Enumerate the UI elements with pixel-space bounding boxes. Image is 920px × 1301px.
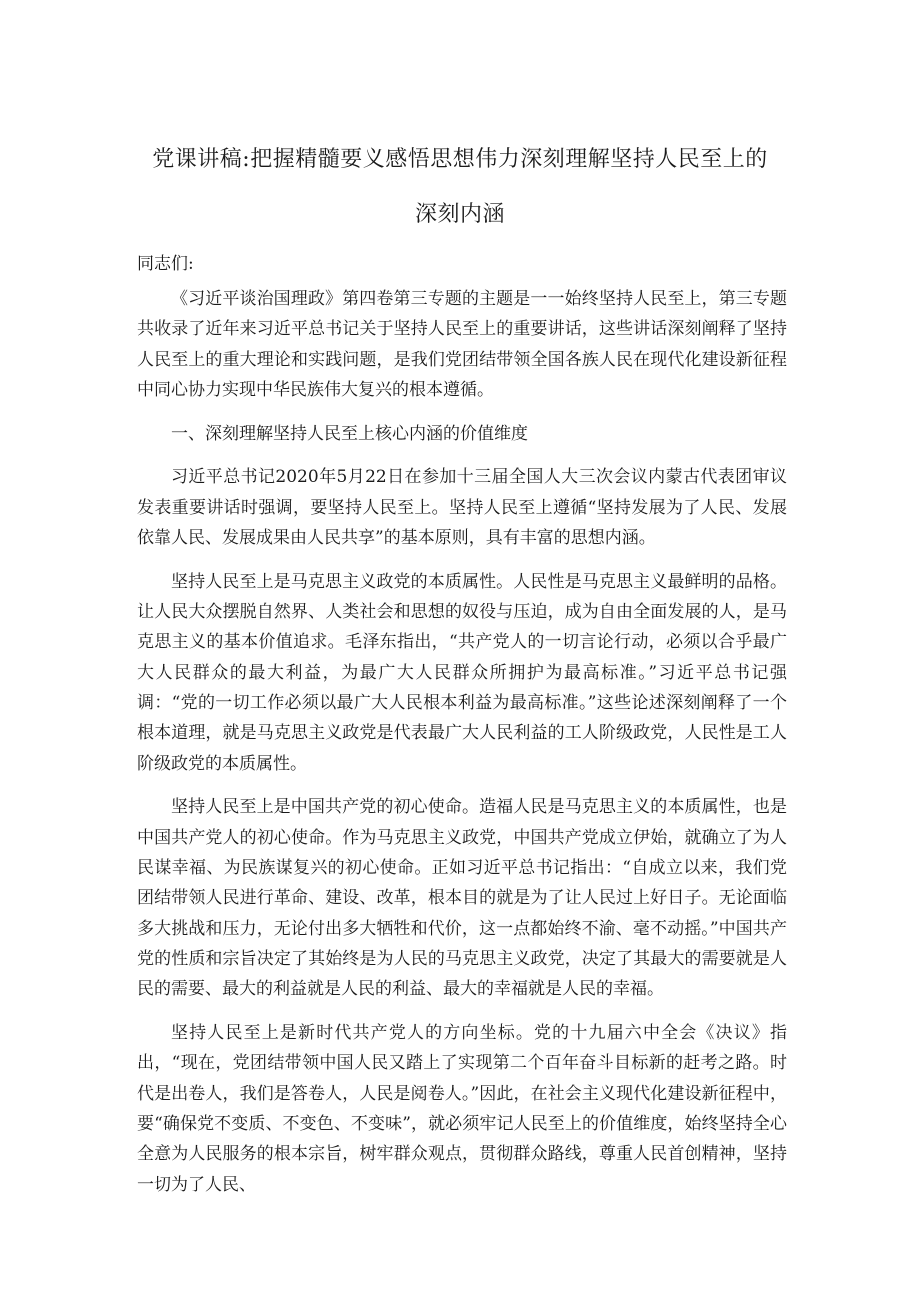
salutation: 同志们: xyxy=(137,254,194,274)
section-heading: 一、深刻理解坚持人民至上核心内涵的价值维度 xyxy=(171,423,528,444)
document-title-line2: 深刻内涵 xyxy=(414,202,505,227)
paragraph: 坚持人民至上是马克思主义政党的本质属性。人民性是马克思主义最鲜明的品格。让人民大众摆脱自然界、人类社会和思想的奴役与压迫，成为自由全面发展的人，是马克思主义的基本价值追求。毛泽东指出，“共产党人的一切言论行动，必须以合乎最广大人民群众的最大利益，为最广大人民群众所拥护为最高标准。”习近平总书记强调：“党的一切工作必须以最广大人民根本利益为最高标准。”这些论述深刻阐释了一个根本道理，就是马克思主义政党是代表最广大人民利益的工人阶级政党，人民性是工人阶级政党的本质属性。 xyxy=(137,571,787,774)
document-body xyxy=(137,284,787,1213)
paragraph: 习近平总书记2020年5月22日在参加十三届全国人大三次会议内蒙古代表团审议发表重要讲话时强调，要坚持人民至上。坚持人民至上遵循“坚持发展为了人民、发展依靠人民、发展成果由人民共享”的基本原则，具有丰富的思想内涵。 xyxy=(137,467,787,549)
paragraph-intro: 《习近平谈治国理政》第四卷第三专题的主题是一一始终坚持人民至上，第三专题共收录了近年来习近平总书记关于坚持人民至上的重要讲话，这些讲话深刻阐释了坚持人民至上的重大理论和实践问题，是我们党团结带领全国各族人民在现代化建设新征程中同心协力实现中华民族伟大复兴的根本遵循。 xyxy=(137,289,787,400)
paragraph: 坚持人民至上是中国共产党的初心使命。造福人民是马克思主义的本质属性，也是中国共产党人的初心使命。作为马克思主义政党，中国共产党成立伊始，就确立了为人民谋幸福、为民族谋复兴的初心使命。正如习近平总书记指出：“自成立以来，我们党团结带领人民进行革命、建设、改革，根本目的就是为了让人民过上好日子。无论面临多大挑战和压力，无论付出多大牺牲和代价，这一点都始终不渝、毫不动摇。”中国共产党的性质和宗旨决定了其始终是为人民的马克思主义政党，决定了其最大的需要就是人民的需要、最大的利益就是人民的利益、最大的幸福就是人民的幸福。 xyxy=(137,797,787,1000)
document-title-line1: 党课讲稿:把握精髓要义感悟思想伟力深刻理解坚持人民至上的 xyxy=(152,147,768,172)
paragraph: 坚持人民至上是新时代共产党人的方向坐标。党的十九届六中全会《决议》指出，“现在，党团结带领中国人民又踏上了实现第二个百年奋斗目标新的赶考之路。时代是出卷人，我们是答卷人，人民是阅卷人。”因此，在社会主义现代化建设新征程中，要“确保党不变质、不变色、不变味”，就必须牢记人民至上的价值维度，始终坚持全心全意为人民服务的根本宗旨，树牢群众观点，贯彻群众路线，尊重人民首创精神，坚持一切为了人民、 xyxy=(137,1023,787,1195)
